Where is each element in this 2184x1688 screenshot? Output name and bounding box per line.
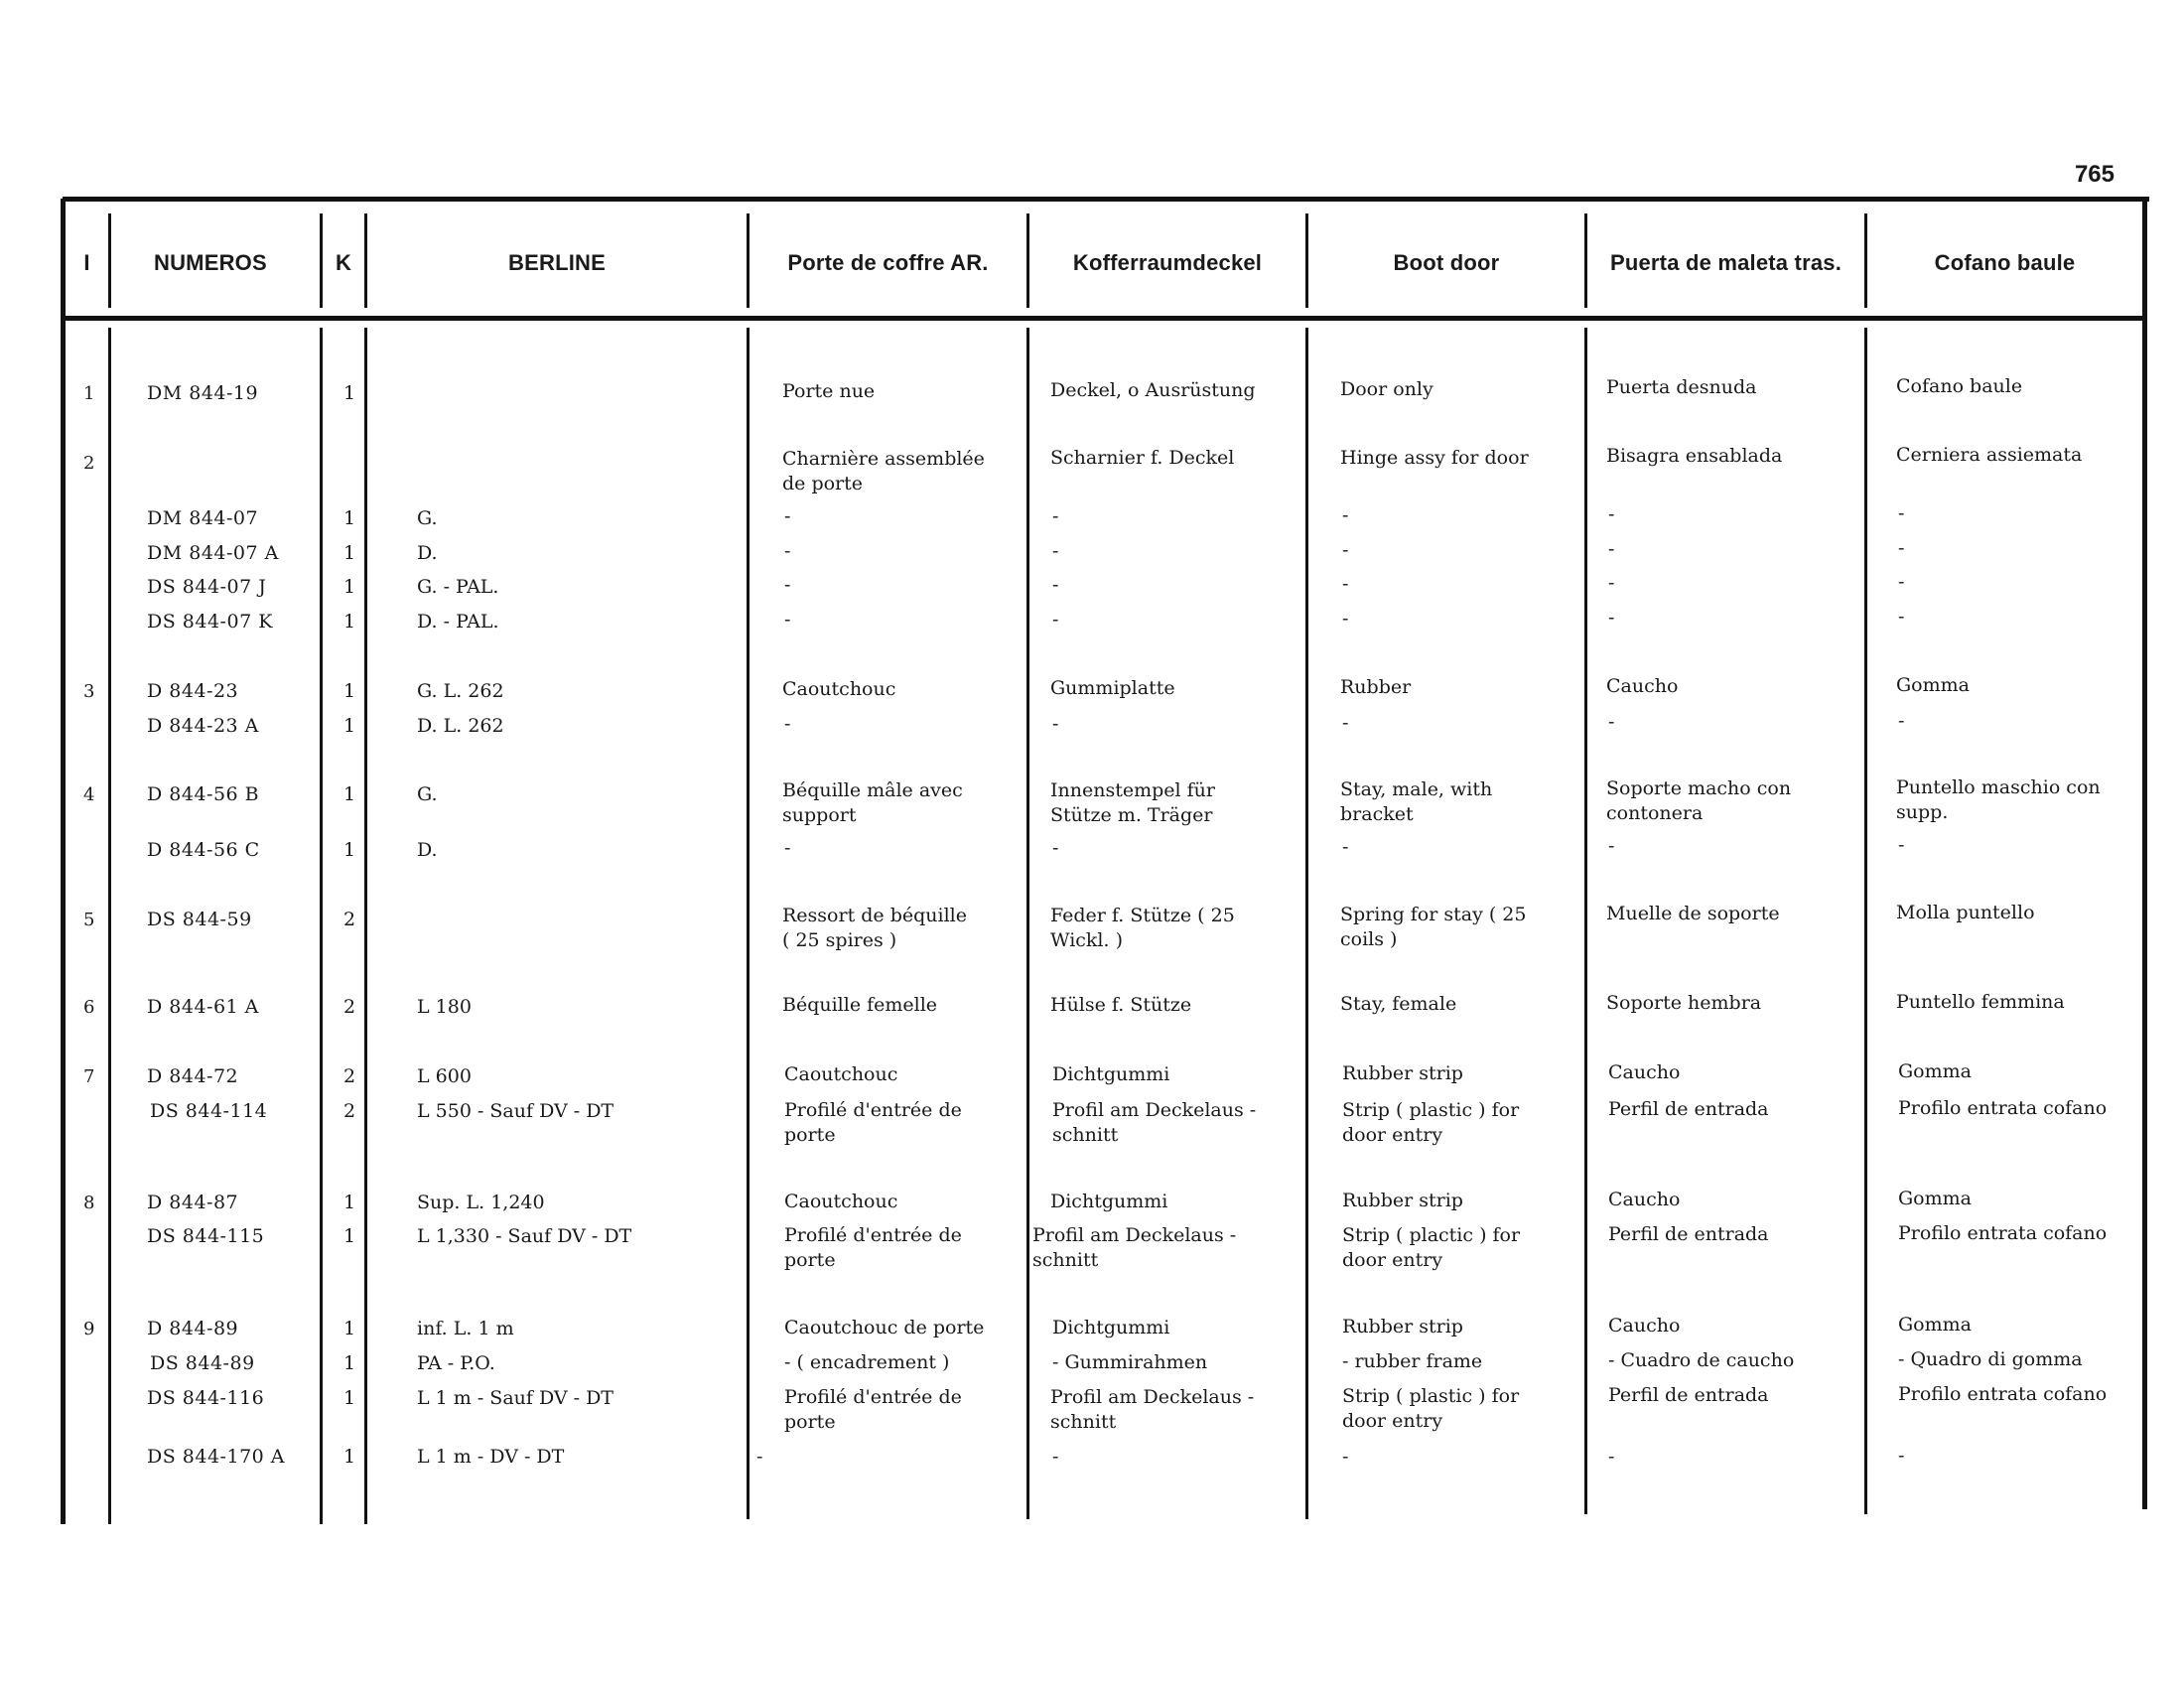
quantity: 1 (343, 1446, 356, 1468)
desc-french: Béquille femelle (782, 994, 938, 1016)
desc-italian: - (1898, 834, 1905, 856)
header-item: I (83, 250, 90, 275)
item-number: 4 (83, 784, 95, 805)
berline-spec: D. (417, 542, 438, 564)
column-rule (1864, 328, 1867, 1514)
quantity: 1 (343, 576, 356, 598)
desc-spanish: Caucho (1606, 675, 1679, 697)
desc-italian: Gomma (1896, 674, 1970, 696)
desc-german: - (1052, 574, 1059, 596)
column-rule (364, 328, 367, 1524)
part-number: D 844-72 (147, 1065, 239, 1087)
desc-italian: Molla puntello (1896, 902, 2035, 923)
part-number: DS 844-115 (147, 1225, 265, 1247)
berline-spec: L 1 m - Sauf DV - DT (417, 1387, 614, 1409)
desc-french: Ressort de béquille ( 25 spires ) (782, 905, 967, 951)
item-number: 6 (83, 997, 95, 1018)
desc-english: Stay, female (1340, 993, 1457, 1015)
header-french: Porte de coffre AR. (787, 250, 989, 275)
desc-german: Deckel, o Ausrüstung (1050, 379, 1256, 401)
desc-english: Rubber strip (1342, 1316, 1463, 1337)
quantity: 2 (343, 1100, 356, 1122)
desc-german: Dichtgummi (1052, 1063, 1170, 1085)
quantity: 1 (343, 1192, 356, 1213)
desc-spanish: Muelle de soporte (1606, 903, 1780, 924)
desc-french: - ( encadrement ) (784, 1351, 950, 1373)
desc-english: Rubber strip (1342, 1062, 1463, 1084)
desc-spanish: Soporte macho con contonera (1606, 777, 1792, 824)
quantity: 1 (343, 1225, 356, 1247)
desc-german: Scharnier f. Deckel (1050, 447, 1235, 469)
part-number: DS 844-89 (150, 1352, 255, 1374)
desc-italian: Profilo entrata cofano (1898, 1222, 2108, 1244)
part-number: DS 844-59 (147, 909, 252, 930)
desc-italian: Cerniera assiemata (1896, 444, 2083, 466)
part-number: D 844-23 (147, 680, 239, 702)
desc-italian: Profilo entrata cofano (1898, 1383, 2108, 1405)
desc-french: Profilé d'entrée de porte (784, 1224, 962, 1271)
desc-french: - (784, 505, 791, 527)
desc-german: - (1052, 609, 1059, 631)
column-rule (1305, 328, 1308, 1519)
desc-french: - (784, 540, 791, 562)
quantity: 1 (343, 542, 356, 564)
desc-spanish: - (1608, 711, 1615, 733)
part-number: D 844-87 (147, 1192, 239, 1213)
desc-spanish: - (1608, 538, 1615, 560)
header-italian: Cofano baule (1934, 250, 2076, 275)
quantity: 1 (343, 715, 356, 737)
item-number: 8 (83, 1193, 95, 1213)
desc-german: - (1052, 505, 1059, 527)
desc-english: - (1342, 539, 1349, 561)
berline-spec: G. L. 262 (417, 680, 504, 702)
quantity: 1 (343, 680, 356, 702)
desc-german: Innenstempel für Stütze m. Träger (1050, 779, 1215, 826)
table-left-border (61, 199, 66, 1524)
column-rule (1026, 328, 1029, 1519)
desc-french: - (784, 713, 791, 735)
desc-french: Caoutchouc (782, 678, 896, 700)
desc-french: Caoutchouc (784, 1191, 898, 1212)
table-header-divider (63, 316, 2147, 321)
berline-spec: L 1,330 - Sauf DV - DT (417, 1225, 632, 1247)
desc-french: Caoutchouc (784, 1063, 898, 1085)
desc-spanish: Puerta desnuda (1606, 376, 1757, 398)
desc-english: Strip ( plastic ) for door entry (1342, 1385, 1520, 1432)
desc-german: Feder f. Stütze ( 25 Wickl. ) (1050, 905, 1235, 951)
desc-english: Strip ( plastic ) for door entry (1342, 1099, 1520, 1146)
desc-english: Hinge assy for door (1340, 447, 1529, 469)
berline-spec: inf. L. 1 m (417, 1318, 514, 1339)
desc-french: - (784, 574, 791, 596)
quantity: 1 (343, 839, 356, 861)
part-number: DS 844-116 (147, 1387, 265, 1409)
item-number: 3 (83, 681, 95, 702)
desc-french: - (756, 1446, 763, 1468)
part-number: D 844-23 A (147, 715, 259, 737)
table-top-border (63, 197, 2149, 202)
desc-spanish: Perfil de entrada (1608, 1098, 1769, 1120)
desc-spanish: Perfil de entrada (1608, 1223, 1769, 1245)
quantity: 1 (343, 1387, 356, 1409)
desc-german: Profil am Deckelaus - schnitt (1032, 1224, 1237, 1271)
berline-spec: L 600 (417, 1065, 472, 1087)
desc-english: Rubber strip (1342, 1190, 1463, 1211)
item-number: 9 (83, 1319, 95, 1339)
quantity: 1 (343, 1352, 356, 1374)
quantity: 1 (343, 507, 356, 529)
desc-german: - (1052, 540, 1059, 562)
desc-french: - (784, 609, 791, 631)
desc-french: Caoutchouc de porte (784, 1317, 985, 1338)
page-number: 765 (2074, 161, 2115, 188)
desc-english: - (1342, 608, 1349, 630)
desc-spanish: Bisagra ensablada (1606, 445, 1783, 467)
desc-english: Spring for stay ( 25 coils ) (1340, 904, 1527, 950)
column-rule (108, 328, 111, 1524)
desc-english: - (1342, 504, 1349, 526)
desc-german: Dichtgummi (1052, 1317, 1170, 1338)
desc-english: Rubber (1340, 676, 1412, 698)
quantity: 2 (343, 996, 356, 1018)
berline-spec: L 550 - Sauf DV - DT (417, 1100, 614, 1122)
header-english: Boot door (1393, 250, 1500, 275)
desc-italian: Profilo entrata cofano (1898, 1097, 2108, 1119)
part-number: D 844-56 B (147, 783, 260, 805)
desc-spanish: - (1608, 607, 1615, 629)
desc-french: Profilé d'entrée de porte (784, 1099, 962, 1146)
desc-italian: - Quadro di gomma (1898, 1348, 2083, 1370)
desc-english: - (1342, 836, 1349, 858)
column-rule (747, 328, 750, 1519)
desc-italian: - (1898, 502, 1905, 524)
header-k: K (335, 250, 352, 275)
desc-spanish: - (1608, 503, 1615, 525)
item-number: 7 (83, 1066, 95, 1087)
berline-spec: G. (417, 507, 438, 529)
desc-english: - rubber frame (1342, 1350, 1483, 1372)
quantity: 2 (343, 909, 356, 930)
berline-spec: G. - PAL. (417, 576, 499, 598)
desc-italian: - (1898, 537, 1905, 559)
desc-english: Door only (1340, 378, 1433, 400)
desc-spanish: Perfil de entrada (1608, 1384, 1769, 1406)
part-number: D 844-56 C (147, 839, 260, 861)
berline-spec: G. (417, 783, 438, 805)
desc-german: Profil am Deckelaus - schnitt (1050, 1386, 1255, 1433)
item-number: 2 (83, 453, 95, 474)
item-number: 5 (83, 910, 95, 930)
desc-french: Porte nue (782, 380, 876, 402)
header-berline: BERLINE (508, 250, 606, 275)
desc-italian: Gomma (1898, 1060, 1972, 1082)
desc-german: Hülse f. Stütze (1050, 994, 1192, 1016)
desc-spanish: Caucho (1608, 1189, 1681, 1210)
part-number: DM 844-19 (147, 382, 259, 404)
part-number: DM 844-07 (147, 507, 259, 529)
header-german: Kofferraumdeckel (1072, 250, 1263, 275)
desc-german: Profil am Deckelaus - schnitt (1052, 1099, 1257, 1146)
part-number: DM 844-07 A (147, 542, 279, 564)
desc-spanish: Soporte hembra (1606, 992, 1762, 1014)
part-number: DS 844-170 A (147, 1446, 285, 1468)
part-number: D 844-89 (147, 1318, 239, 1339)
desc-italian: - (1898, 571, 1905, 593)
desc-english: - (1342, 1446, 1349, 1468)
berline-spec: D. - PAL. (417, 611, 499, 633)
desc-italian: Cofano baule (1896, 375, 2023, 397)
desc-german: - (1052, 837, 1059, 859)
column-rule (1584, 328, 1587, 1514)
berline-spec: L 1 m - DV - DT (417, 1446, 565, 1468)
desc-german: Gummiplatte (1050, 677, 1175, 699)
desc-german: - (1052, 1446, 1059, 1468)
berline-spec: D. (417, 839, 438, 861)
desc-italian: - (1898, 1445, 1905, 1467)
table-right-border (2142, 199, 2147, 1509)
part-number: DS 844-114 (150, 1100, 268, 1122)
desc-spanish: - Cuadro de caucho (1608, 1349, 1795, 1371)
desc-french: Béquille mâle avec support (782, 779, 963, 826)
desc-english: - (1342, 712, 1349, 734)
desc-italian: Gomma (1898, 1314, 1972, 1336)
desc-spanish: - (1608, 835, 1615, 857)
header-spanish: Puerta de maleta tras. (1609, 250, 1843, 275)
desc-italian: - (1898, 710, 1905, 732)
quantity: 1 (343, 382, 356, 404)
desc-german: - (1052, 713, 1059, 735)
desc-english: Stay, male, with bracket (1340, 778, 1493, 825)
desc-spanish: Caucho (1608, 1315, 1681, 1336)
item-number: 1 (83, 383, 95, 404)
berline-spec: PA - P.O. (417, 1352, 495, 1374)
berline-spec: Sup. L. 1,240 (417, 1192, 545, 1213)
desc-english: Strip ( plactic ) for door entry (1342, 1224, 1521, 1271)
berline-spec: L 180 (417, 996, 472, 1018)
quantity: 1 (343, 1318, 356, 1339)
part-number: D 844-61 A (147, 996, 259, 1018)
desc-italian: Puntello maschio con supp. (1896, 776, 2101, 823)
desc-german: - Gummirahmen (1052, 1351, 1208, 1373)
desc-german: Dichtgummi (1050, 1191, 1168, 1212)
desc-french: - (784, 837, 791, 859)
quantity: 1 (343, 783, 356, 805)
desc-italian: Puntello femmina (1896, 991, 2065, 1013)
desc-french: Charnière assemblée de porte (782, 448, 985, 494)
desc-italian: Gomma (1898, 1188, 1972, 1209)
desc-italian: - (1898, 606, 1905, 628)
desc-english: - (1342, 573, 1349, 595)
berline-spec: D. L. 262 (417, 715, 504, 737)
desc-spanish: - (1608, 1446, 1615, 1468)
quantity: 2 (343, 1065, 356, 1087)
quantity: 1 (343, 611, 356, 633)
part-number: DS 844-07 K (147, 611, 273, 633)
desc-spanish: Caucho (1608, 1061, 1681, 1083)
part-number: DS 844-07 J (147, 576, 267, 598)
desc-spanish: - (1608, 572, 1615, 594)
column-rule (320, 328, 323, 1524)
desc-french: Profilé d'entrée de porte (784, 1386, 962, 1433)
header-numeros: NUMEROS (154, 250, 267, 275)
